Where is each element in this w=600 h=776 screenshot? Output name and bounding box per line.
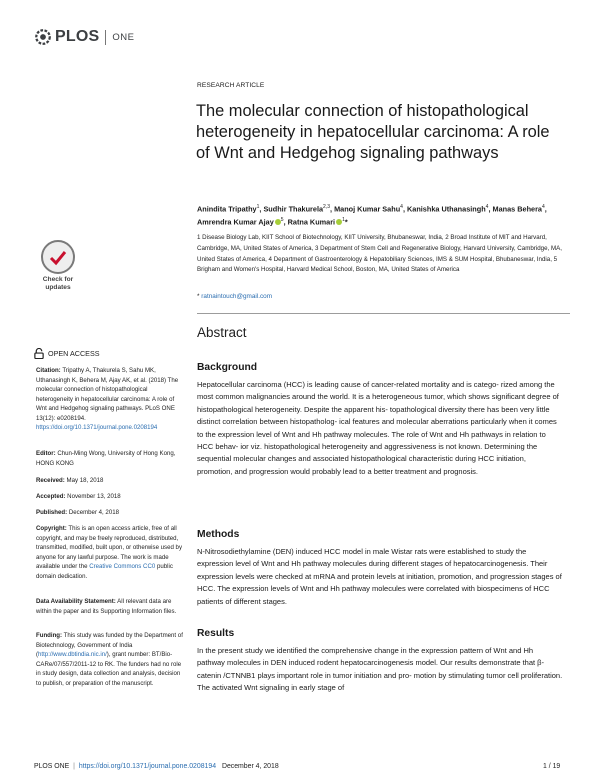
citation-doi-link[interactable]: https://doi.org/10.1371/journal.pone.0208194 bbox=[36, 424, 158, 431]
check-updates-line1: Check for bbox=[42, 276, 74, 283]
article-type: RESEARCH ARTICLE bbox=[197, 82, 265, 89]
footer-journal: PLOS ONE bbox=[34, 763, 70, 770]
abstract-heading: Abstract bbox=[197, 325, 247, 340]
copyright-text: This is an open access article, free of all copyright, and may be freely reproduced, distributed, transmitted, modified, built upon, or otherwise used by anyone for any lawful purpose. The work is made available under the bbox=[36, 525, 182, 570]
dbt-link[interactable]: http://www.dbtindia.nic.in/ bbox=[38, 651, 107, 658]
author-name[interactable]: Manoj Kumar Sahu bbox=[334, 204, 401, 214]
page-footer bbox=[34, 763, 279, 770]
published-block bbox=[36, 508, 184, 518]
author-affil-sup: 4 bbox=[400, 204, 403, 210]
citation-text: Tripathy A, Thakurela S, Sahu MK, Uthanasingh K, Behera M, Ajay AK, et al. (2018) The molecular connection of histopathological heterogeneity in hepatocellular carcinoma: A role of Wnt and Hedgehog signaling pathways. PLoS ONE 13(12): e0208194. bbox=[36, 367, 179, 422]
editor-label: Editor: bbox=[36, 450, 56, 457]
accepted-date: November 13, 2018 bbox=[67, 493, 121, 500]
results-text: In the present study we identified the comprehensive change in the expression pattern of Wnt and Hh pathway molecules in DEN induced rodent hepatocarcinogenesis model. Our results demonstrate that β-catenin /CTNNB1 plays important role in tumor initiation and pro- motion by stimulating tumor cell proliferation. The activated Wnt signaling in early stage of bbox=[197, 646, 563, 693]
author-list: Anindita Tripathy$^1$, Sudhir Thakurela$^{2,3}$, Manoj Kumar Sahu$^4$, Kanishka Uthanasingh$^4$, Manas Behera$^4$, Amrendra Kumar Ajay $^5$, Ratna Kumari $^1$* bbox=[197, 204, 547, 227]
author-affil-sup: 4 bbox=[542, 204, 545, 210]
affiliations: 1 Disease Biology Lab, KIIT School of Biotechnology, KIIT University, Bhubaneswar, India, 2 Broad Institute of MIT and Harvard, Cambridge, MA, United States of America, 3 Department of Stem Cell and Regenerative Biology, Harvard University, Cambridge, MA, United States of America, 4 Department of Gastroenterology & Hepatobiliary Sciences, IMS & SUM Hospital, Bhubaneswar, India, 5 Brigham and Women's Hospital, Harvard Medical School, Boston, MA, United States of America bbox=[197, 234, 562, 274]
funding-block bbox=[36, 631, 184, 688]
citation-block bbox=[36, 366, 184, 433]
copyright-label: Copyright: bbox=[36, 525, 67, 532]
plos-logo-icon bbox=[34, 28, 52, 46]
email-link[interactable]: ratnaintouch@gmail.com bbox=[201, 293, 273, 300]
data-availability-label: Data Availability Statement: bbox=[36, 598, 116, 605]
email-star: * bbox=[197, 293, 200, 300]
published-label: Published: bbox=[36, 509, 68, 516]
article-title: The molecular connection of histopathological heterogeneity in hepatocellular carcinoma: A role of Wnt and Hedgehog signaling pathways bbox=[196, 102, 550, 163]
methods-heading: Methods bbox=[197, 529, 240, 540]
results-heading: Results bbox=[197, 628, 235, 639]
corresponding-marker: * bbox=[344, 217, 348, 227]
author-name[interactable]: Ratna Kumari bbox=[287, 217, 336, 227]
background-text: Hepatocellular carcinoma (HCC) is leading cause of cancer-related mortality and is catego- rized among the most common malignancies around the world. It is a heterogeneous tumor, which shows significant degree of histopathological heterogeneity. Despite the apparent his- topathological diversity there has been very little distinct correlation between histopatholog- ical features and molecular aberrations particularly when it comes to the expression level of Wnt and Hh pathway molecules. The role of Wnt and Hh pathways in relation to HCC behav- ior viz. histopathological heterogeneity and aggressiveness is not known. Determining the sequential molecular changes and associated histopathological characteristic during HCC initiation, promotion, and progression would probably lead to a better treatment and prognosis. bbox=[197, 380, 559, 476]
data-availability-text: All relevant data are within the paper and its Supporting Information files. bbox=[36, 598, 177, 615]
author-name[interactable]: Kanishka Uthanasingh bbox=[407, 204, 486, 214]
author-affil-sup: 1 bbox=[342, 216, 345, 223]
received-date: May 18, 2018 bbox=[66, 477, 104, 484]
accepted-label: Accepted: bbox=[36, 493, 66, 500]
corresponding-email[interactable] bbox=[197, 293, 272, 300]
logo-one-text: ONE bbox=[112, 31, 135, 43]
open-access-text: OPEN ACCESS bbox=[48, 349, 100, 358]
author-affil-sup: 2,3 bbox=[323, 204, 330, 210]
background-heading: Background bbox=[197, 362, 258, 373]
data-availability-block bbox=[36, 597, 184, 616]
copyright-block bbox=[36, 524, 184, 581]
copyright-tail: public domain dedication. bbox=[36, 563, 173, 580]
check-for-updates-badge[interactable] bbox=[38, 240, 78, 300]
editor-text: Chun-Ming Wong, University of Hong Kong, HONG KONG bbox=[36, 450, 176, 467]
footer-doi-link[interactable]: https://doi.org/10.1371/journal.pone.0208194 bbox=[78, 763, 217, 770]
received-block bbox=[36, 476, 184, 486]
open-access-label bbox=[34, 348, 100, 359]
open-lock-icon bbox=[34, 348, 44, 359]
author-affil-sup: 5 bbox=[280, 216, 284, 223]
accepted-block bbox=[36, 492, 184, 502]
author-name[interactable]: Anindita Tripathy bbox=[197, 204, 257, 214]
plos-one-logo[interactable] bbox=[34, 28, 134, 46]
funding-text-2: ), grant number: BT/Bio-CARe/07/557/2011-12 to RK. The funders had no role in study design, data collection and analysis, decision to publish, or preparation of the manuscript. bbox=[36, 651, 182, 687]
author-affil-sup: 1 bbox=[256, 204, 260, 210]
check-updates-line2: updates bbox=[45, 283, 71, 291]
editor-block bbox=[36, 449, 184, 468]
check-updates-icon bbox=[41, 240, 75, 274]
page-number: 1 / 19 bbox=[543, 763, 561, 770]
logo-plos-text: PLOS bbox=[55, 28, 100, 45]
cc0-link[interactable]: Creative Commons CC0 bbox=[89, 563, 156, 570]
abstract-divider bbox=[197, 313, 570, 314]
author-name[interactable]: Amrendra Kumar Ajay bbox=[197, 217, 274, 227]
received-label: Received: bbox=[36, 477, 65, 484]
footer-date: December 4, 2018 bbox=[221, 763, 279, 770]
logo-divider bbox=[105, 30, 106, 45]
author-name[interactable]: Sudhir Thakurela bbox=[263, 204, 324, 214]
published-date: December 4, 2018 bbox=[68, 509, 119, 516]
methods-text: N-Nitrosodiethylamine (DEN) induced HCC model in male Wistar rats were established to study the expression level of Wnt and Hh pathway molecules during different stages of hepatocarcinogenesis. Their expression levels were checked at mRNA and protein levels at initiation, promotion, and progression stages of HCC. The expression levels of Wnt and Hh pathway molecules were correlated with biospecimens of HCC patients of different stages. bbox=[197, 547, 562, 606]
funding-label: Funding: bbox=[36, 632, 63, 639]
author-name[interactable]: Manas Behera bbox=[492, 204, 542, 214]
citation-label: Citation: bbox=[36, 367, 61, 374]
author-affil-sup: 4 bbox=[485, 204, 489, 210]
funding-text-1: This study was funded by the Department of Biotechnology, Government of India ( bbox=[36, 632, 183, 658]
footer-separator: | bbox=[73, 763, 75, 770]
